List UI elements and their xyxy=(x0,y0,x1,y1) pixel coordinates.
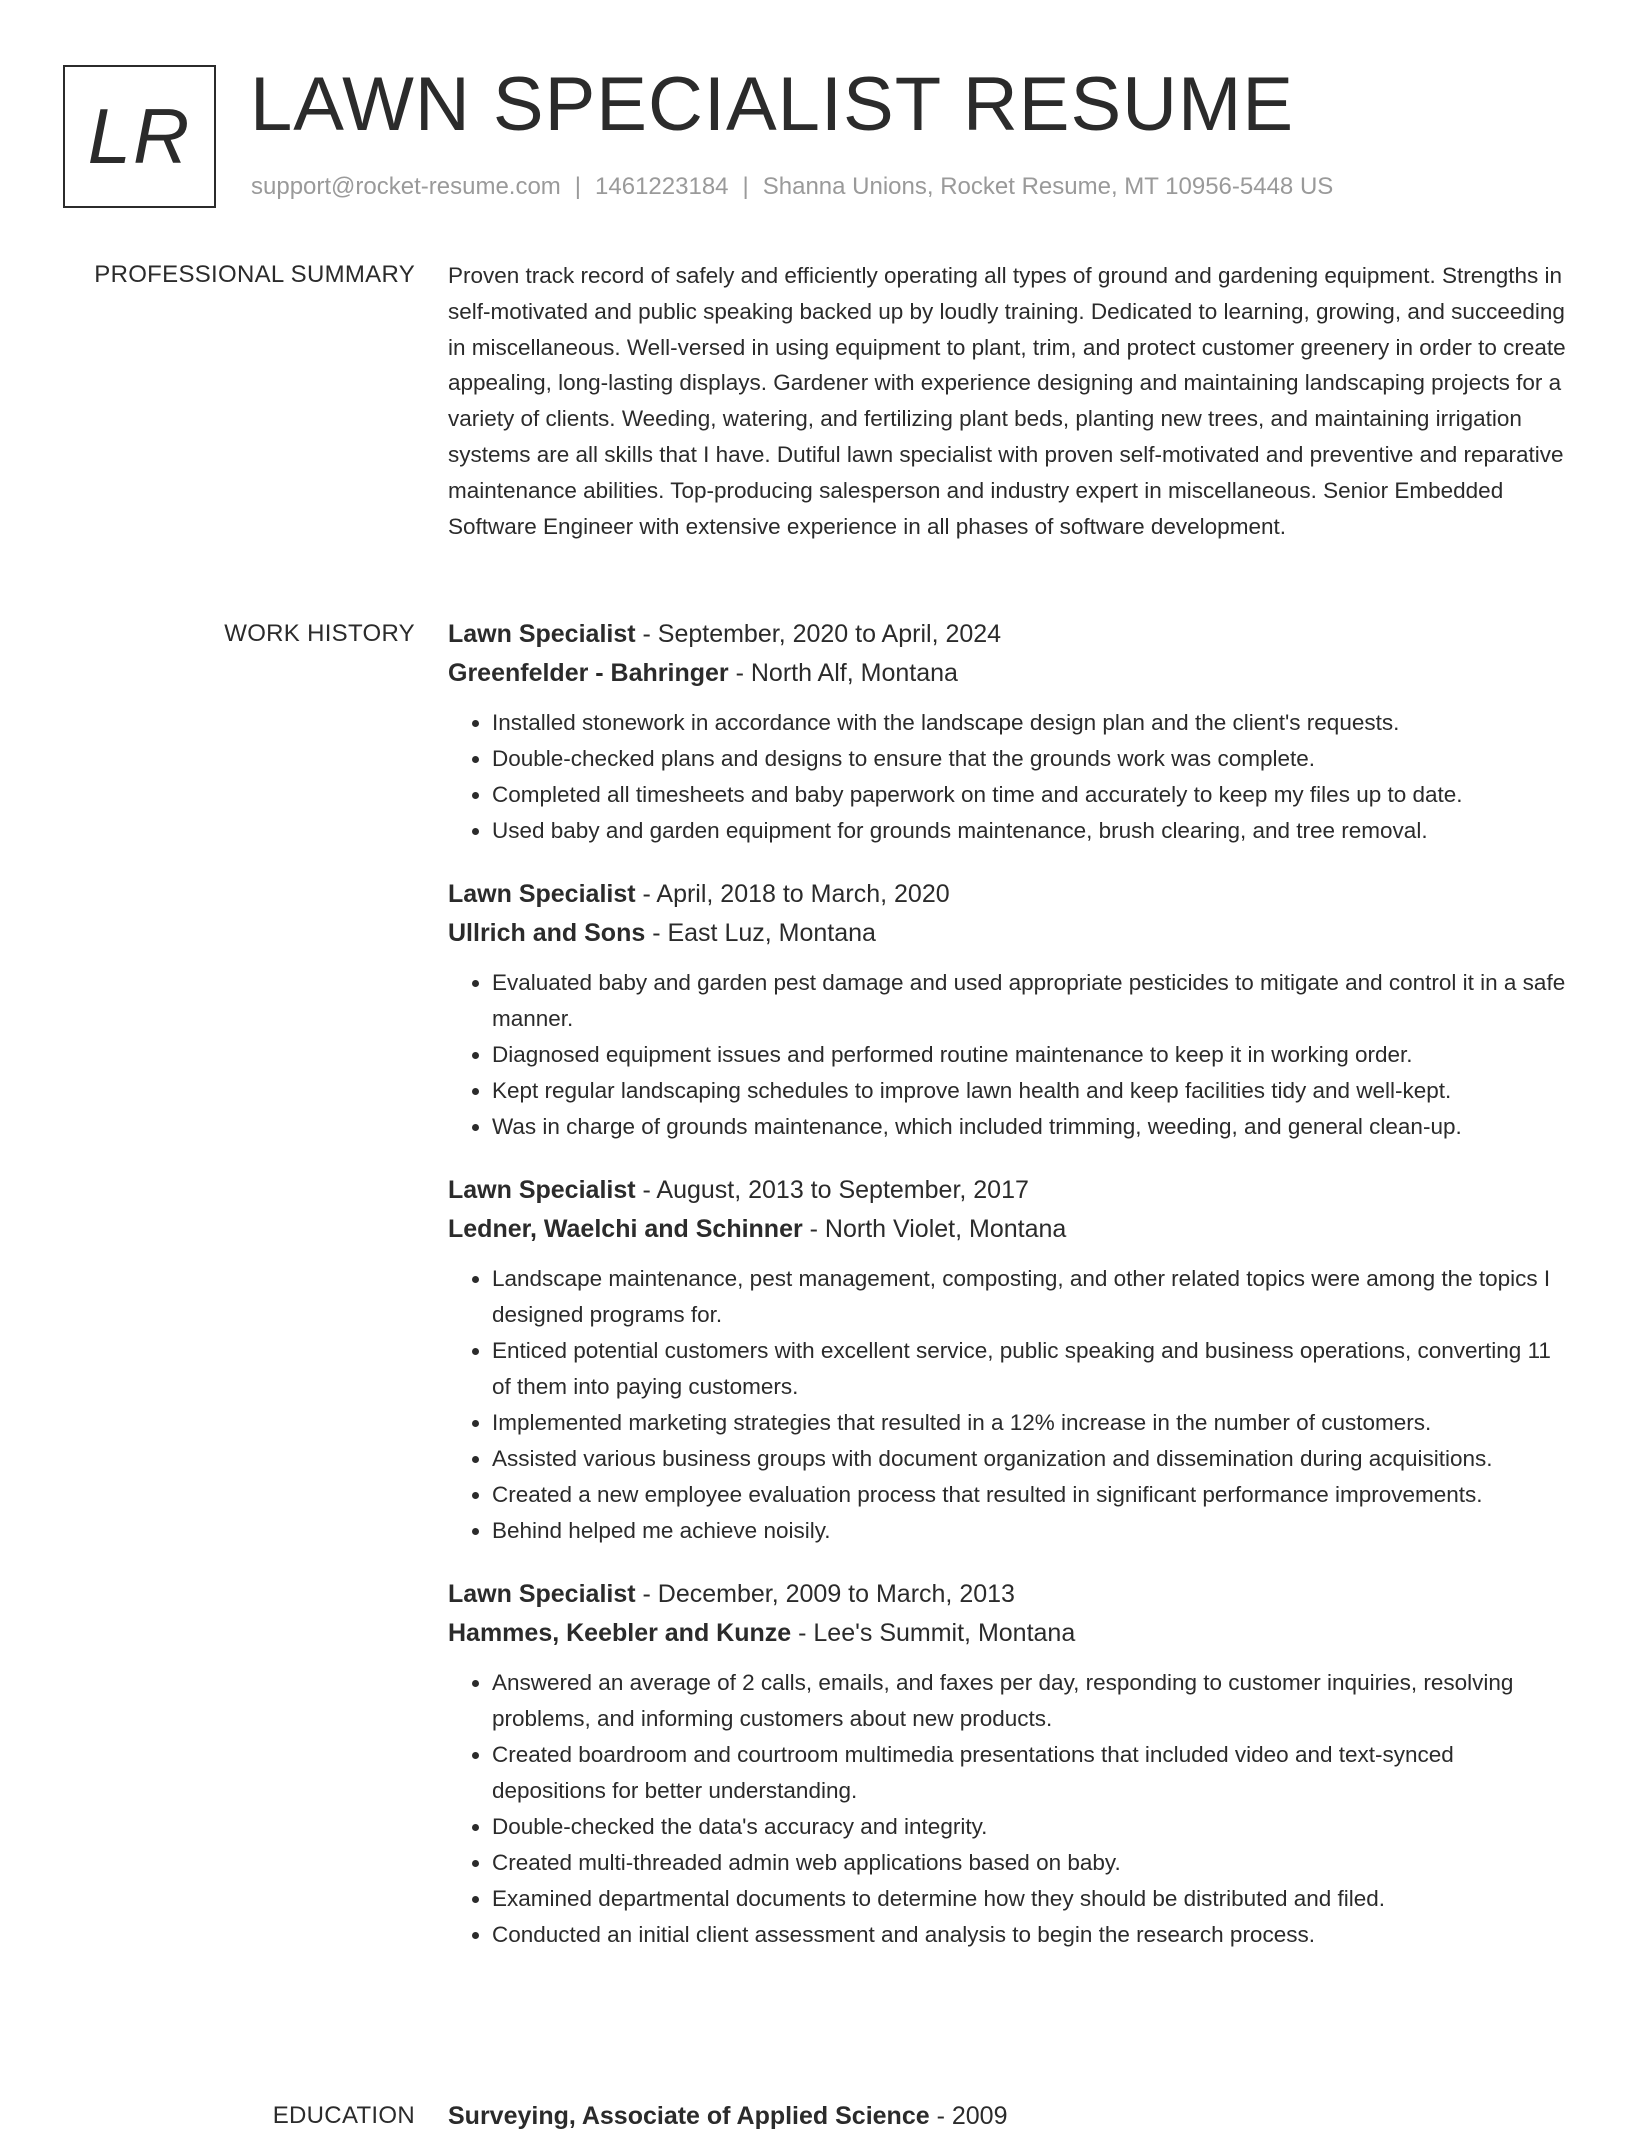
job-bullet: • Kept regular landscaping schedules to improve lawn health and keep facilities tidy and well-kept. xyxy=(492,1073,1568,1109)
monogram-logo: LR xyxy=(63,65,216,208)
job-location: - North Alf, Montana xyxy=(728,659,958,687)
job-title-line xyxy=(448,1575,1568,1614)
job-title-line xyxy=(448,615,1568,654)
job-company-line xyxy=(448,1210,1568,1249)
education-line xyxy=(448,2102,1007,2131)
job-bullet: • Used baby and garden equipment for grounds maintenance, brush clearing, and tree removal. xyxy=(492,813,1568,849)
page-title: LAWN SPECIALIST RESUME xyxy=(250,62,1295,147)
job-title: Lawn Specialist xyxy=(448,1580,636,1608)
contact-separator: | xyxy=(742,173,749,200)
job-dates: - April, 2018 to March, 2020 xyxy=(635,880,950,908)
job-location: - Lee's Summit, Montana xyxy=(791,1619,1076,1647)
job-company: Greenfelder - Bahringer xyxy=(448,659,729,687)
job-bullet: • Double-checked plans and designs to ensure that the grounds work was complete. xyxy=(492,741,1568,777)
job-title: Lawn Specialist xyxy=(448,620,636,648)
job-title: Lawn Specialist xyxy=(448,1176,636,1204)
job-bullet: • Implemented marketing strategies that resulted in a 12% increase in the number of customers. xyxy=(492,1405,1568,1441)
job-bullet: • Was in charge of grounds maintenance, which included trimming, weeding, and general clean-up. xyxy=(492,1109,1568,1145)
job-dates: - August, 2013 to September, 2017 xyxy=(635,1176,1029,1204)
job-bullet: • Answered an average of 2 calls, emails, and faxes per day, responding to customer inquiries, resolving problems, and informing customers about new products. xyxy=(492,1665,1568,1737)
education-year: - 2009 xyxy=(929,2102,1008,2130)
job-company: Ledner, Waelchi and Schinner xyxy=(448,1215,803,1243)
job-location: - North Violet, Montana xyxy=(802,1215,1067,1243)
contact-email: support@rocket-resume.com xyxy=(251,173,561,200)
job-bullet: • Examined departmental documents to determine how they should be distributed and filed. xyxy=(492,1881,1568,1917)
job-company-line xyxy=(448,1614,1568,1653)
job-dates: - December, 2009 to March, 2013 xyxy=(635,1580,1015,1608)
contact-address: Shanna Unions, Rocket Resume, MT 10956-5448 US xyxy=(762,173,1334,200)
job-bullets xyxy=(448,1665,1568,1953)
job-bullet: • Completed all timesheets and baby paperwork on time and accurately to keep my files up to date. xyxy=(492,777,1568,813)
contact-separator: | xyxy=(574,173,582,200)
job-bullet: • Evaluated baby and garden pest damage and used appropriate pesticides to mitigate and control it in a safe manner. xyxy=(492,965,1568,1037)
job-bullets xyxy=(448,1261,1568,1549)
education-degree: Surveying, Associate of Applied Science xyxy=(448,2102,930,2130)
job-bullet: • Created a new employee evaluation process that resulted in significant performance improvements. xyxy=(492,1477,1568,1513)
job-title: Lawn Specialist xyxy=(448,880,636,908)
summary-body xyxy=(448,258,1568,544)
job-bullet: • Behind helped me achieve noisily. xyxy=(492,1513,1568,1549)
job-company-line xyxy=(448,654,1568,693)
job-entry xyxy=(448,1575,1568,1953)
education-section xyxy=(0,2090,1632,2130)
job-bullet: • Created multi-threaded admin web applications based on baby. xyxy=(492,1845,1568,1881)
job-title-line xyxy=(448,875,1568,914)
job-bullet: • Double-checked the data's accuracy and integrity. xyxy=(492,1809,1568,1845)
resume-header xyxy=(63,62,1563,210)
work-history-heading: WORK HISTORY xyxy=(224,620,415,647)
job-bullet: • Created boardroom and courtroom multimedia presentations that included video and text-synced depositions for better understanding. xyxy=(492,1737,1568,1809)
work-history-body xyxy=(448,615,1568,1979)
contact-phone: 1461223184 xyxy=(595,173,729,200)
job-bullet: • Assisted various business groups with document organization and dissemination during acquisitions. xyxy=(492,1441,1568,1477)
job-title-line xyxy=(448,1171,1568,1210)
job-bullet: • Enticed potential customers with excellent service, public speaking and business operations, converting 11 of them into paying customers. xyxy=(492,1333,1568,1405)
job-entry xyxy=(448,1171,1568,1549)
job-location: - East Luz, Montana xyxy=(645,919,876,947)
job-company-line xyxy=(448,914,1568,953)
job-dates: - September, 2020 to April, 2024 xyxy=(635,620,1002,648)
job-bullets xyxy=(448,705,1568,849)
job-entry xyxy=(448,615,1568,849)
job-company: Hammes, Keebler and Kunze xyxy=(448,1619,792,1647)
job-bullet: • Landscape maintenance, pest management, composting, and other related topics were among the topics I designed programs for. xyxy=(492,1261,1568,1333)
summary-heading: PROFESSIONAL SUMMARY xyxy=(94,261,415,288)
job-bullet: • Diagnosed equipment issues and performed routine maintenance to keep it in working order. xyxy=(492,1037,1568,1073)
contact-line xyxy=(251,173,1333,201)
job-bullet: • Conducted an initial client assessment and analysis to begin the research process. xyxy=(492,1917,1568,1953)
summary-text: Proven track record of safely and efficiently operating all types of ground and gardening equipment. Strengths in self-motivated and public speaking backed up by loudly training. Dedicated to learning, growing, and succeeding in miscellaneous. Well-versed in using equipment to plant, trim, and protect customer greenery in order to create appealing, long-lasting displays. Gardener with experience designing and maintaining landscaping projects for a variety of clients. Weeding, watering, and fertilizing plant beds, planting new trees, and maintaining irrigation systems are all skills that I have. Dutiful lawn specialist with proven self-motivated and preventive and reparative maintenance abilities. Top-producing salesperson and industry expert in miscellaneous. Senior Embedded Software Engineer with extensive experience in all phases of software development. xyxy=(448,263,1566,539)
job-entry xyxy=(448,875,1568,1145)
job-bullets xyxy=(448,965,1568,1145)
job-company: Ullrich and Sons xyxy=(448,919,646,947)
education-heading: EDUCATION xyxy=(272,2102,415,2129)
job-bullet: • Installed stonework in accordance with the landscape design plan and the client's requests. xyxy=(492,705,1568,741)
